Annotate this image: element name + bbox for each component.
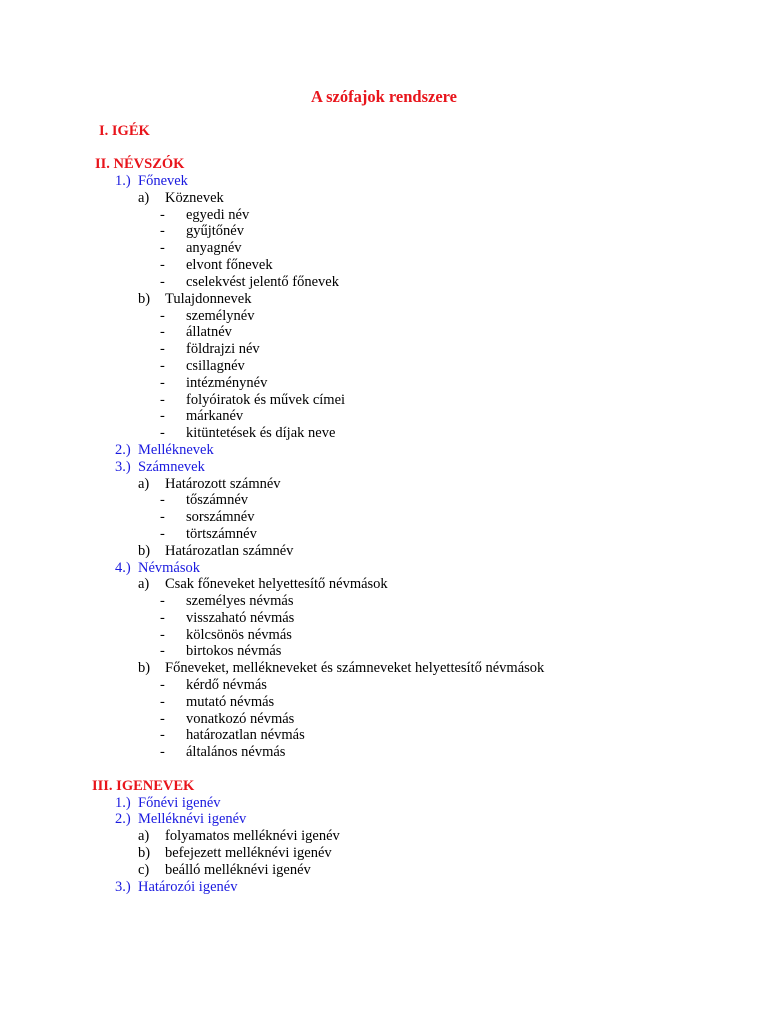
list-item: - kérdő névmás [160, 677, 267, 693]
item-hatarozatlan-szamnev: b) Határozatlan számnév [138, 543, 294, 559]
list-item: a) folyamatos melléknévi igenév [138, 828, 340, 844]
list-item: - birtokos névmás [160, 643, 282, 659]
list-item: - kölcsönös névmás [160, 627, 292, 643]
list-item: - cselekvést jelentő főnevek [160, 274, 339, 290]
list-item: c) beálló melléknévi igenév [138, 862, 311, 878]
list-item: - elvont főnevek [160, 257, 273, 273]
section-heading-igenevek: III. IGENEVEK [92, 778, 195, 794]
item-foneveket-helyettesito: a) Csak főneveket helyettesítő névmások [138, 576, 388, 592]
list-item: - földrajzi név [160, 341, 260, 357]
subsection-melleknevek: 2.) Melléknevek [115, 442, 214, 458]
section-heading-igek: I. IGÉK [99, 123, 150, 139]
list-item: - törtszámnév [160, 526, 257, 542]
section-heading-nevszok: II. NÉVSZÓK [95, 156, 185, 172]
list-item: - csillagnév [160, 358, 245, 374]
subsection-fonevi-igenev: 1.) Főnévi igenév [115, 795, 221, 811]
list-item: - mutató névmás [160, 694, 275, 710]
subsection-nevmasok: 4.) Névmások [115, 560, 201, 576]
list-item: - gyűjtőnév [160, 223, 244, 239]
list-item: - határozatlan névmás [160, 727, 305, 743]
list-item: - folyóiratok és művek címei [160, 392, 346, 408]
list-item: - intézménynév [160, 375, 268, 391]
list-item: - kitüntetések és díjak neve [160, 425, 336, 441]
list-item: b) befejezett melléknévi igenév [138, 845, 332, 861]
item-hatarozott-szamnev: a) Határozott számnév [138, 476, 281, 492]
list-item: - állatnév [160, 324, 232, 340]
subsection-mellekneve-igenev: 2.) Melléknévi igenév [115, 811, 247, 827]
item-koznevek: a) Köznevek [138, 190, 224, 206]
subsection-hatarozoi-igenev: 3.) Határozói igenév [115, 879, 238, 895]
list-item: - egyedi név [160, 207, 250, 223]
list-item: - sorszámnév [160, 509, 255, 525]
list-item: - személyes névmás [160, 593, 294, 609]
list-item: - személynév [160, 308, 255, 324]
page-title: A szófajok rendszere [310, 87, 458, 106]
item-tulajdonnevek: b) Tulajdonnevek [138, 291, 252, 307]
subsection-fonevek: 1.) Főnevek [115, 173, 188, 189]
list-item: - vonatkozó névmás [160, 711, 295, 727]
list-item: - tőszámnév [160, 492, 249, 508]
list-item: - márkanév [160, 408, 244, 424]
list-item: - visszaható névmás [160, 610, 295, 626]
list-item: - általános névmás [160, 744, 286, 760]
subsection-szamnevek: 3.) Számnevek [115, 459, 205, 475]
list-item: - anyagnév [160, 240, 242, 256]
item-tobb-szofajt-helyettesito: b) Főneveket, mellékneveket és számneveket helyettesítő névmások [138, 660, 545, 676]
